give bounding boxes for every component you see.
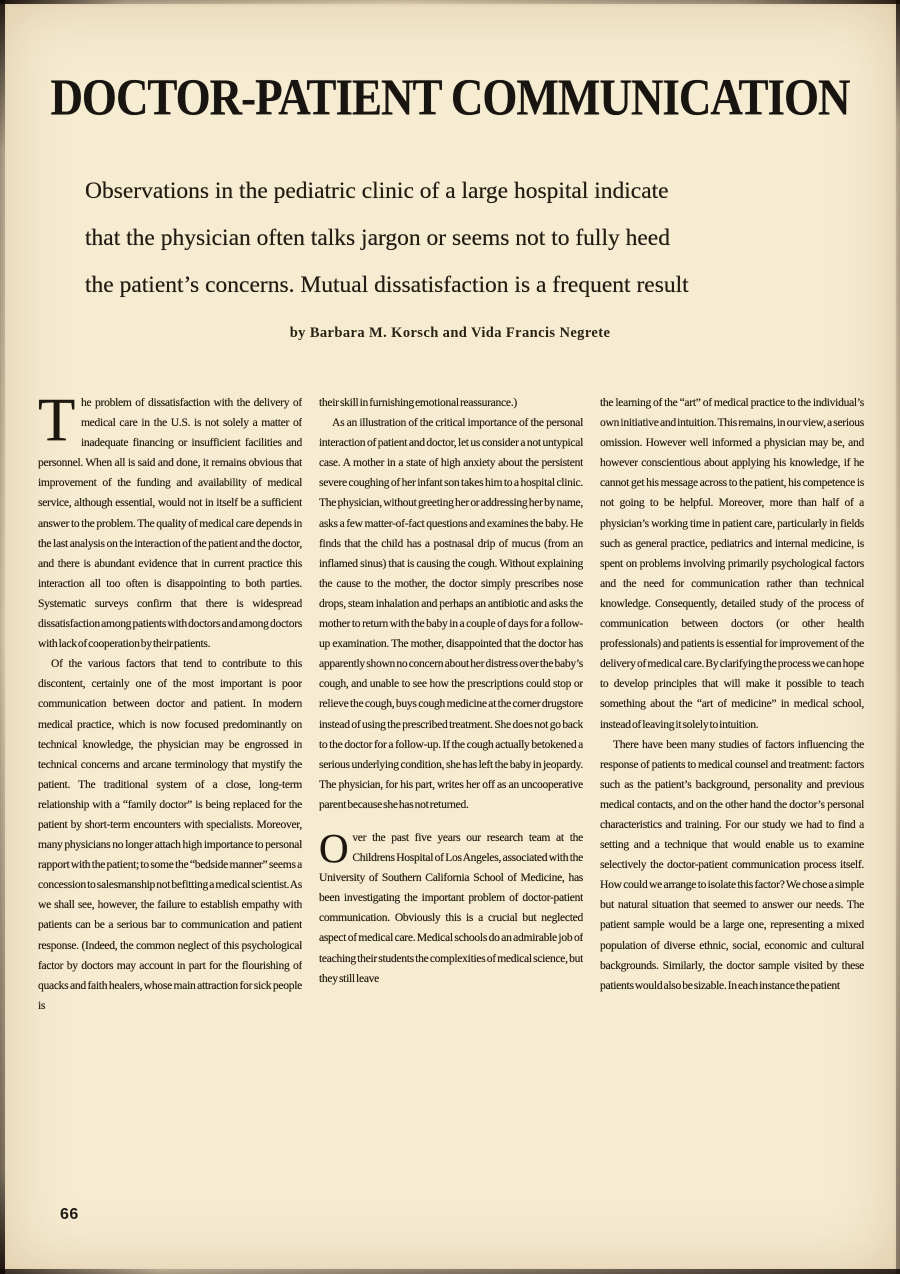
paragraph [319,824,583,989]
paragraph-text: Of the various factors that tend to contribute to this discontent, certainly one of the most important is poor communication between doctor and patient. In modern medical practice, which is now focused predominantly on technical knowledge, the physician may be engrossed in technical concerns and arcane terminology that mystify the patient. The traditional system of a close, long-term relationship with a “family doctor” is being replaced for the patient by short-term encounters with specialists. Moreover, many physicians no longer attach high importance to personal rapport with the patient; to some the “bedside manner” seems a concession to salesmanship not befitting a medical scientist. As we shall see, however, the failure to establish empathy with patients can be a serious bar to communication and patient response. (Indeed, the common neglect of this psychological factor by doctors may account in part for the flourishing of quacks and faith healers, whose main attraction for sick people is [38,657,302,1012]
scan-edge-top [0,0,900,4]
column-1 [38,393,302,1207]
page-number: 66 [60,1206,79,1223]
paragraph-text: As an illustration of the critical importance of the personal interaction of patient and doctor, let us consider a not untypical case. A mother in a state of high anxiety about the persistent severe coughing of her infant son takes him to a hospital clinic. The physician, without greeting her or addressing her by name, asks a few matter-of-fact questions and examines the baby. He finds that the child has a postnasal drip of mucus (from an inflamed sinus) that is causing the cough. Without explaining the cause to the mother, the doctor simply prescribes nose drops, steam inhalation and perhaps an antibiotic and asks the mother to return with the baby in a couple of days for a follow-up examination. The mother, disappointed that the doctor has apparently shown no concern about her distress over the baby’s cough, and unable to see how the prescriptions could stop or relieve the cough, buys cough medicine at the corner drugstore instead of using the prescribed treatment. She does not go back to the doctor for a follow-up. If the cough actually betokened a serious underlying condition, she has left the baby in jeopardy. The physician, for his part, writes her off as an uncooperative parent because she has not returned. [319,416,583,811]
paragraph [38,393,302,654]
scan-edge-right [896,0,900,1274]
article-title: DOCTOR-PATIENT COMMUNICATION [50,68,850,127]
column-2 [319,393,583,1207]
paragraph [319,393,583,413]
column-3 [600,393,864,1207]
paragraph [600,735,864,996]
deck-line: Observations in the pediatric clinic of a large hospital indicate [85,178,669,204]
dropcap-letter: T [38,393,75,454]
article-byline: by Barbara M. Korsch and Vida Francis Negrete [289,325,611,341]
paragraph-text: the learning of the “art” of medical practice to the individual’s own initiative and intuition. This remains, in our view, a serious omission. However well informed a physician may be, and however conscientious about applying his knowledge, if he cannot get his message across to the patient, his competence is not going to be helpful. Moreover, more than half of a physician’s working time in patient care, particularly in fields such as general practice, pediatrics and internal medicine, is spent on problems involving primarily psychological factors and the need for communication rather than technical knowledge. Consequently, detailed study of the process of communication between doctors (or other health professionals) and patients is essential for improvement of the delivery of medical care. By clarifying the process we can hope to develop principles that will make it possible to teach something about the “art of medicine” in medical school, instead of leaving it solely to intuition. [600,396,864,731]
scan-edge-bottom [0,1269,900,1274]
article-deck [85,168,827,309]
deck-line: that the physician often talks jargon or seems not to fully heed [85,225,670,251]
paragraph-text: ver the past five years our research team at the Childrens Hospital of Los Angeles, associated with the University of Southern California School of Medicine, has been investigating the important problem of doctor-patient communication. Obviously this is a crucial but neglected aspect of medical care. Medical schools do an admirable job of teaching their students the complexities of medical science, but they still leave [319,830,583,985]
paragraph [38,654,302,1016]
paragraph [319,413,583,815]
dropcap-letter: O [319,824,349,871]
paragraph [600,393,864,735]
deck-line: the patient’s concerns. Mutual dissatisfaction is a frequent result [85,272,689,298]
paragraph-text: There have been many studies of factors influencing the response of patients to medical counsel and treatment: factors such as the patient’s background, personality and previous medical contacts, and on the other hand the doctor’s personal characteristics and training. For our study we had to find a setting and a technique that would enable us to examine selectively the doctor-patient communication process itself. How could we arrange to isolate this factor? We chose a simple but natural situation that seemed to answer our needs. The patient sample would be a large one, representing a mixed population of diverse ethnic, social, economic and cultural backgrounds. Similarly, the doctor sample visited by these patients would also be sizable. In each instance the patient [600,737,864,992]
article-body [38,393,864,1207]
paragraph-text: their skill in furnishing emotional reassurance.) [319,396,517,409]
scan-edge-left [0,0,5,1274]
paragraph-text: he problem of dissatisfaction with the delivery of medical care in the U.S. is not solely a matter of inadequate financing or insufficient facilities and personnel. When all is said and done, it remains obvious that improvement of the funding and availability of medical service, although essential, would not in itself be a sufficient answer to the problem. The quality of medical care depends in the last analysis on the interaction of the patient and the doctor, and there is abundant evidence that in current practice this interaction all too often is disappointing to both parties. Systematic surveys confirm that there is widespread dissatisfaction among patients with doctors and among doctors with lack of cooperation by their patients. [38,396,302,651]
